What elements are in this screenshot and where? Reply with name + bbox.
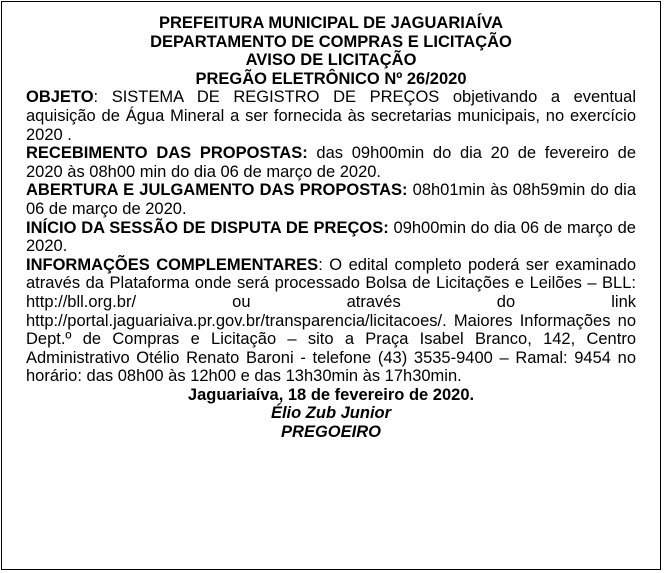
abertura-paragraph	[26, 181, 636, 218]
abertura-text: 08h01min às 08h59min do dia 06 de março de 2020.	[26, 181, 636, 218]
inicio-paragraph	[26, 219, 636, 256]
municipality-name: PREFEITURA MUNICIPAL DE JAGUARIAÍVA	[158, 14, 504, 32]
recebimento-text: das 09h00min do dia 20 de fevereiro de 2020 às 08h00 min do dia 06 de março de 2020.	[26, 144, 637, 181]
notice-footer	[26, 386, 636, 442]
informacoes-text: : O edital completo poderá ser examinado através da Plataforma onde será processado Bolsa de Licitações e Leilões – BLL: http://bll.org.br/ ou através do link http://portal.jaguariaiva.pr.gov.br/transparencia/licitacoes/. Maiores Informações no Dept.º de Compras e Licitação – sito a Praça Isabel Branco, 142, Centro Administrativo Otélio Renato Baroni - telefone (43) 3535-9400 – Ramal: 9454 no horário: das 08h00 às 12h00 e das 13h30min às 17h30min.	[26, 255, 637, 386]
signatory-role: PREGOEIRO	[281, 423, 381, 442]
objeto-text: : SISTEMA DE REGISTRO DE PREÇOS objetivando a eventual aquisição de Água Mineral a ser fornecida às secretarias municipais, no exercício 2020 .	[26, 88, 636, 144]
recebimento-label: RECEBIMENTO DAS PROPOSTAS:	[26, 144, 308, 163]
objeto-label: OBJETO	[26, 88, 94, 107]
objeto-paragraph	[26, 88, 636, 144]
abertura-label: ABERTURA E JULGAMENTO DAS PROPOSTAS:	[26, 181, 408, 200]
inicio-text: 09h00min do dia 06 de março de 2020.	[26, 218, 636, 256]
informacoes-paragraph	[26, 256, 636, 386]
place-date: Jaguariaíva, 18 de fevereiro de 2020.	[187, 385, 475, 404]
recebimento-paragraph	[26, 144, 636, 181]
informacoes-label: INFORMAÇÕES COMPLEMENTARES	[26, 255, 319, 274]
licitation-notice	[1, 1, 661, 570]
inicio-label: INÍCIO DA SESSÃO DE DISPUTA DE PREÇOS:	[26, 218, 389, 237]
notice-type: AVISO DE LICITAÇÃO	[245, 51, 417, 70]
signatory-name: Élio Zub Junior	[270, 404, 392, 423]
department-name: DEPARTAMENTO DE COMPRAS E LICITAÇÃO	[150, 32, 512, 51]
notice-heading	[26, 14, 636, 88]
auction-number: PREGÃO ELETRÔNICO Nº 26/2020	[195, 69, 467, 88]
